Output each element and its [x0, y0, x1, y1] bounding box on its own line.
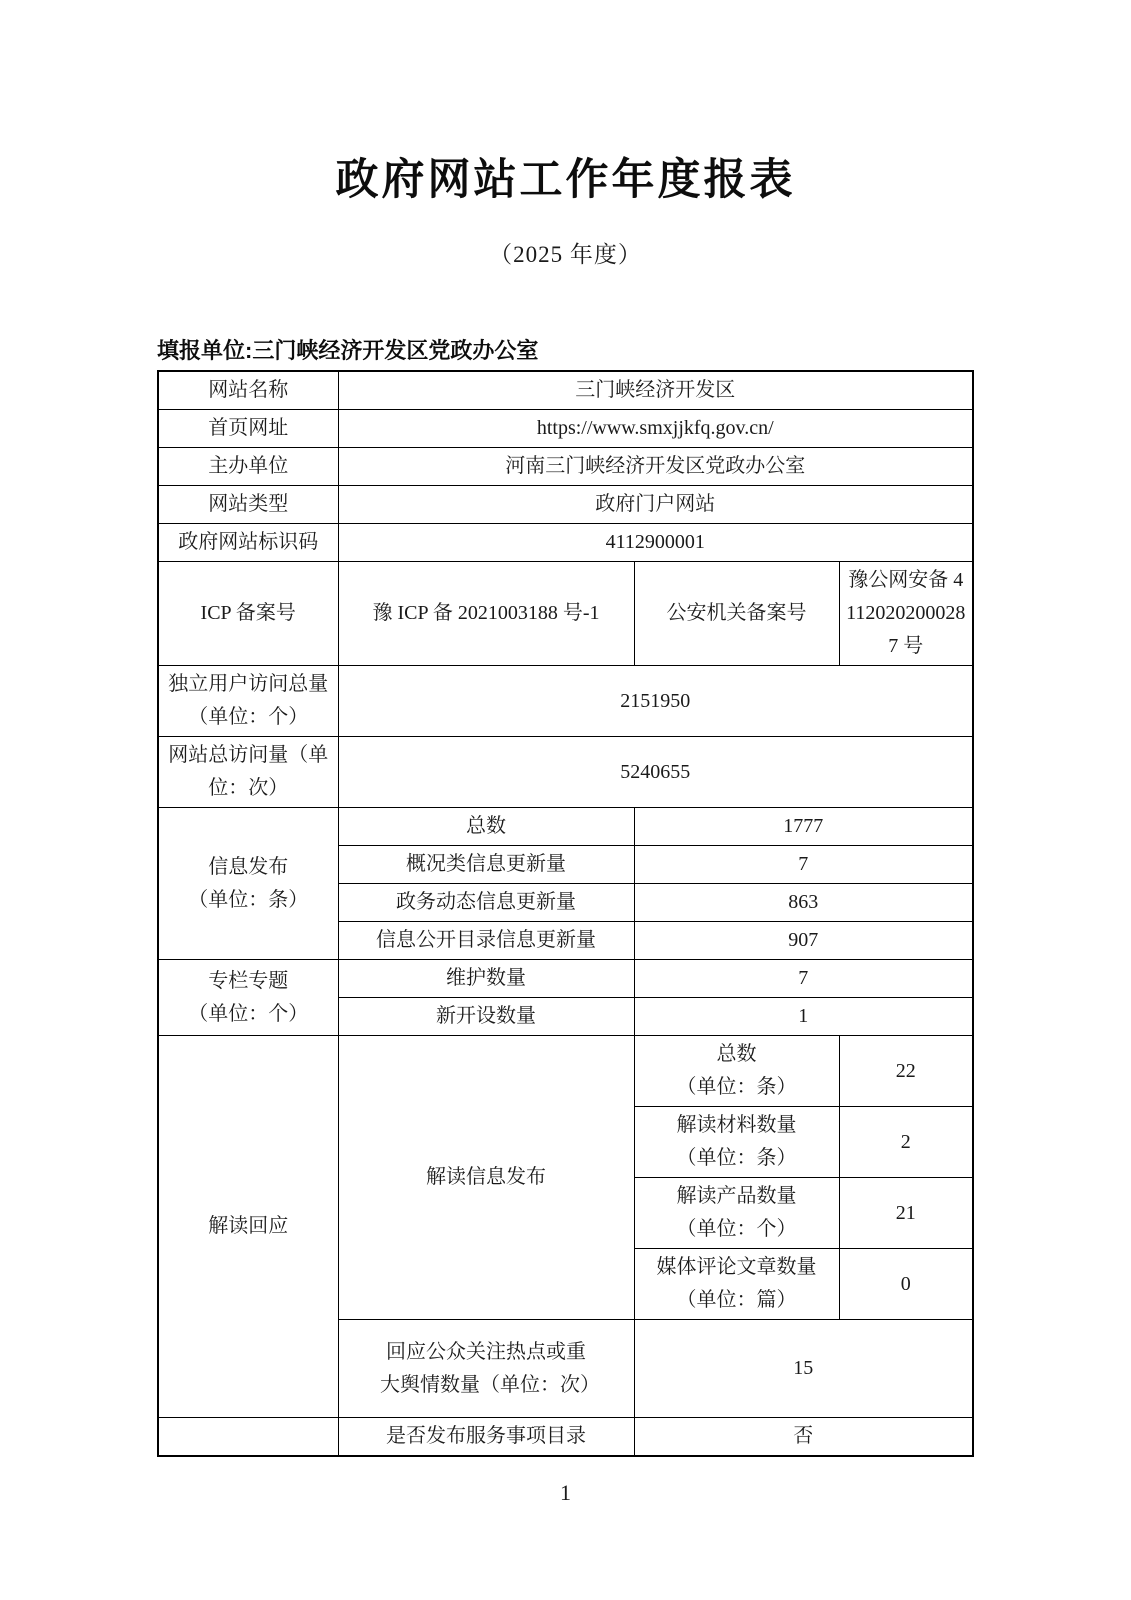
police-filing-value-cell: 豫公网安备 41120202000287 号: [839, 562, 973, 666]
home-url-label-cell: 首页网址: [158, 410, 338, 448]
table-row: [158, 486, 973, 524]
table-row: [158, 666, 973, 737]
interpret-product-label-line2: （单位：个）: [676, 1218, 797, 1240]
media-comment-value-cell: 0: [839, 1249, 973, 1320]
service-catalog-label-cell: 是否发布服务事项目录: [338, 1418, 634, 1457]
open-catalog-update-value-cell: 907: [634, 922, 973, 960]
columns-group-line1: 专栏专题: [208, 969, 289, 992]
report-table: [157, 370, 974, 1457]
interpret-total-label-cell: [634, 1036, 839, 1107]
total-visits-label-cell: 网站总访问量（单位：次）: [158, 737, 338, 808]
maintain-count-value-cell: 7: [634, 960, 973, 998]
table-row: [158, 371, 973, 410]
overview-update-value-cell: 7: [634, 846, 973, 884]
interpret-total-label-line1: 总数: [716, 1043, 757, 1065]
site-type-label-cell: 网站类型: [158, 486, 338, 524]
interpret-publish-cell: 解读信息发布: [338, 1036, 634, 1320]
icp-value-cell: 豫 ICP 备 2021003188 号-1: [338, 562, 634, 666]
table-row: [158, 960, 973, 998]
site-code-label-cell: 政府网站标识码: [158, 524, 338, 562]
new-open-count-value-cell: 1: [634, 998, 973, 1036]
columns-group-line2: （单位：个）: [188, 1002, 309, 1025]
home-url-value-cell: https://www.smxjjkfq.gov.cn/: [338, 410, 973, 448]
interpret-group-cell: 解读回应: [158, 1036, 338, 1418]
media-comment-label-line1: 媒体评论文章数量: [656, 1256, 817, 1278]
unique-users-label-cell: 独立用户访问总量（单位：个）: [158, 666, 338, 737]
site-name-value-cell: 三门峡经济开发区: [338, 371, 973, 410]
hot-response-value-cell: 15: [634, 1320, 973, 1418]
columns-group-cell: [158, 960, 338, 1036]
hot-response-label-cell: [338, 1320, 634, 1418]
site-type-value-cell: 政府门户网站: [338, 486, 973, 524]
new-open-count-label-cell: 新开设数量: [338, 998, 634, 1036]
overview-update-label-cell: 概况类信息更新量: [338, 846, 634, 884]
gov-news-update-value-cell: 863: [634, 884, 973, 922]
page-number: 1: [560, 1480, 571, 1505]
police-filing-label-cell: 公安机关备案号: [634, 562, 839, 666]
interpret-product-label-cell: [634, 1178, 839, 1249]
table-row: [158, 448, 973, 486]
table-row: [158, 737, 973, 808]
gov-news-update-label-cell: 政务动态信息更新量: [338, 884, 634, 922]
interpret-material-label-line2: （单位：条）: [676, 1147, 797, 1169]
page-subtitle: （2025 年度）: [489, 242, 642, 267]
table-row: [158, 524, 973, 562]
interpret-product-label-line1: 解读产品数量: [676, 1185, 797, 1207]
info-publish-group-line1: 信息发布: [208, 855, 289, 878]
service-catalog-value-cell: 否: [634, 1418, 973, 1457]
interpret-material-value-cell: 2: [839, 1107, 973, 1178]
info-publish-group-line2: （单位：条）: [188, 888, 309, 911]
filing-unit-label: 填报单位:三门峡经济开发区党政办公室: [157, 338, 539, 363]
page-title: 政府网站工作年度报表: [335, 156, 796, 204]
service-group-empty-cell: [158, 1418, 338, 1457]
total-visits-value-cell: 5240655: [338, 737, 973, 808]
info-publish-group-cell: [158, 808, 338, 960]
organizer-label-cell: 主办单位: [158, 448, 338, 486]
info-total-label-cell: 总数: [338, 808, 634, 846]
table-row: [158, 1036, 973, 1107]
media-comment-label-line2: （单位：篇）: [676, 1289, 797, 1311]
icp-label-cell: ICP 备案号: [158, 562, 338, 666]
site-name-label-cell: 网站名称: [158, 371, 338, 410]
open-catalog-update-label-cell: 信息公开目录信息更新量: [338, 922, 634, 960]
table-row: [158, 410, 973, 448]
interpret-material-label-line1: 解读材料数量: [676, 1114, 797, 1136]
table-row: [158, 562, 973, 666]
interpret-total-label-line2: （单位：条）: [676, 1076, 797, 1098]
interpret-product-value-cell: 21: [839, 1178, 973, 1249]
info-total-value-cell: 1777: [634, 808, 973, 846]
interpret-material-label-cell: [634, 1107, 839, 1178]
site-code-value-cell: 4112900001: [338, 524, 973, 562]
table-row: [158, 1418, 973, 1457]
interpret-total-value-cell: 22: [839, 1036, 973, 1107]
table-row: [158, 808, 973, 846]
organizer-value-cell: 河南三门峡经济开发区党政办公室: [338, 448, 973, 486]
unique-users-value-cell: 2151950: [338, 666, 973, 737]
media-comment-label-cell: [634, 1249, 839, 1320]
maintain-count-label-cell: 维护数量: [338, 960, 634, 998]
hot-response-label-text: 回应公众关注热点或重大舆情数量（单位：次）: [380, 1340, 600, 1396]
